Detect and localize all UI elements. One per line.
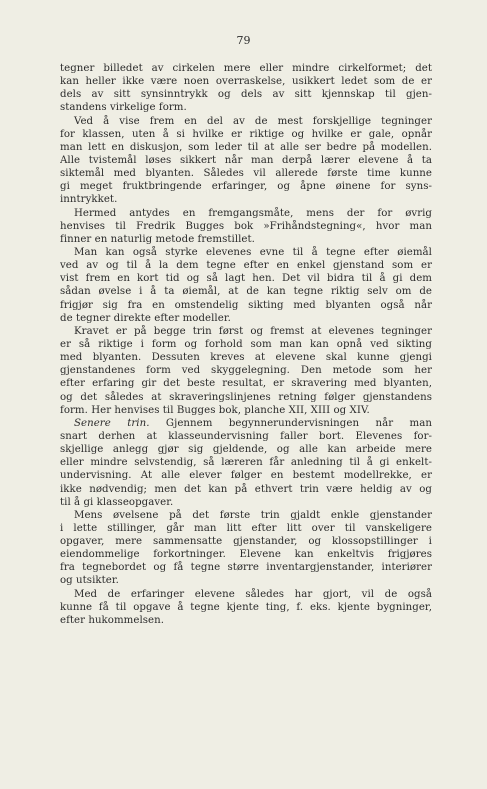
text-line xyxy=(60,338,432,351)
text-line xyxy=(60,496,432,509)
line-text: efter hukommelsen. xyxy=(60,614,165,626)
line-text: Kravet er på begge trin først og fremst at elevenes tegninger xyxy=(74,325,432,337)
text-line xyxy=(60,548,432,561)
text-line xyxy=(60,233,432,246)
line-text: er så riktige i form og forhold som man kan opnå ved sikting xyxy=(60,338,432,350)
line-text: siktemål med blyanten. Således vil allerede første time kunne xyxy=(60,168,432,180)
line-text: henvises til Fredrik Bugges bok »Frihåndstegning«, hvor man xyxy=(60,220,432,232)
text-line xyxy=(60,272,432,285)
text-line xyxy=(60,62,432,75)
text-line xyxy=(60,285,432,298)
text-line xyxy=(60,115,432,128)
line-text: inntrykket. xyxy=(60,194,118,206)
text-line xyxy=(60,167,432,180)
text-line xyxy=(60,246,432,259)
line-text: og utsikter. xyxy=(60,575,119,587)
text-line xyxy=(60,180,432,193)
text-line xyxy=(60,588,432,601)
text-line xyxy=(60,535,432,548)
text-line xyxy=(60,601,432,614)
line-text: Man kan også styrke elevenes evne til å tegne efter øiemål xyxy=(74,246,432,258)
text-line xyxy=(60,443,432,456)
text-line xyxy=(60,325,432,338)
line-text: eller mindre selvstendig, så læreren får anledning til å gi enkelt- xyxy=(60,457,432,469)
line-text: form. Her henvises til Bugges bok, planche XII, XIII og XIV. xyxy=(60,404,370,416)
line-text: Gjennem begynnerundervisningen når man xyxy=(149,417,432,429)
text-line xyxy=(60,101,432,114)
text-line xyxy=(60,75,432,88)
text-line xyxy=(60,522,432,535)
text-line xyxy=(60,430,432,443)
line-text: frigjør sig fra en omstendelig sikting med blyanten også når xyxy=(60,299,432,311)
line-text: eiendommelige forkortninger. Elevene kan enkeltvis frigjøres xyxy=(60,549,432,561)
text-line xyxy=(60,154,432,167)
text-line xyxy=(60,312,432,325)
text-line xyxy=(60,193,432,206)
text-line xyxy=(60,509,432,522)
line-text: Med de erfaringer elevene således har gjort, vil de også xyxy=(74,588,432,600)
text-line xyxy=(60,351,432,364)
text-line xyxy=(60,456,432,469)
line-text: kan heller ikke være noen overraskelse, usikkert ledet som de er xyxy=(60,76,432,88)
line-text: til å gi klasseopgaver. xyxy=(60,496,174,508)
text-line xyxy=(60,128,432,141)
line-text: gjenstandenes form ved skyggelegning. Den metode som her xyxy=(60,365,432,377)
body-text xyxy=(60,62,432,627)
section-heading: Senere trin. xyxy=(74,417,150,429)
line-text: vist frem en kort tid og så lagt hen. Det vil bidra til å gi dem xyxy=(60,273,432,285)
line-text: ved av og til å la dem tegne efter en enkel gjenstand som er xyxy=(60,260,432,272)
line-text: Ved å vise frem en del av de mest forskjellige tegninger xyxy=(74,115,432,127)
line-text: Alle tvistemål løses sikkert når man derpå lærer elevene å ta xyxy=(60,154,432,166)
text-line xyxy=(60,88,432,101)
line-text: og det således at skraveringslinjenes retning følger gjenstandens xyxy=(60,391,432,403)
line-text: snart derhen at klasseundervisning faller bort. Elevenes for- xyxy=(60,430,432,442)
line-text: ikke nødvendig; men det kan på ethvert trin være heldig av og xyxy=(60,483,432,495)
text-line xyxy=(60,299,432,312)
line-text: Mens øvelsene på det første trin gjaldt enkle gjenstander xyxy=(74,509,432,521)
text-line xyxy=(60,207,432,220)
text-line xyxy=(60,364,432,377)
line-text: efter erfaring gir det beste resultat, er skravering med blyanten, xyxy=(60,378,432,390)
line-text: dels av sitt synsinntrykk og dels av sitt kjennskap til gjen- xyxy=(60,89,432,101)
text-line xyxy=(60,377,432,390)
text-line xyxy=(60,469,432,482)
page-number: 79 xyxy=(236,34,251,47)
line-text: finner en naturlig metode fremstillet. xyxy=(60,233,255,245)
line-text: skjellige anlegg gjør sig gjeldende, og alle kan arbeide mere xyxy=(60,444,432,456)
line-text: opgaver, mere sammensatte gjenstander, og klossopstillinger i xyxy=(60,536,432,548)
line-text: med blyanten. Dessuten kreves at elevene skal kunne gjengi xyxy=(60,352,432,364)
text-line xyxy=(60,391,432,404)
line-text: sådan øvelse i å ta øiemål, at de kan tegne riktig selv om de xyxy=(60,286,432,298)
text-line xyxy=(60,561,432,574)
line-text: i lette stillinger, går man litt efter litt over til vanskeligere xyxy=(60,522,432,534)
line-text: standens virkelige form. xyxy=(60,102,187,114)
text-line xyxy=(60,404,432,417)
line-text: for klassen, uten å si hvilke er riktige og hvilke er gale, opnår xyxy=(60,128,432,140)
line-text: Hermed antydes en fremgangsmåte, mens der for øvrig xyxy=(74,207,432,219)
text-line xyxy=(60,220,432,233)
text-line xyxy=(60,614,432,627)
line-text: de tegner direkte efter modeller. xyxy=(60,312,231,324)
line-text: gi meget fruktbringende erfaringer, og åpne øinene for syns- xyxy=(60,181,432,193)
line-text: undervisning. At alle elever følger en bestemt modellrekke, er xyxy=(60,470,432,482)
line-text: kunne få til opgave å tegne kjente ting, f. eks. kjente bygninger, xyxy=(60,601,432,613)
line-text: tegner billedet av cirkelen mere eller mindre cirkelformet; det xyxy=(60,63,432,74)
text-line xyxy=(60,259,432,272)
text-line xyxy=(60,417,432,430)
text-line xyxy=(60,483,432,496)
line-text: fra tegnebordet og få tegne større inventargjenstander, interiører xyxy=(60,562,432,574)
line-text: man lett en diskusjon, som leder til at alle ser bedre på modellen. xyxy=(60,141,432,153)
text-line xyxy=(60,574,432,587)
text-line xyxy=(60,141,432,154)
